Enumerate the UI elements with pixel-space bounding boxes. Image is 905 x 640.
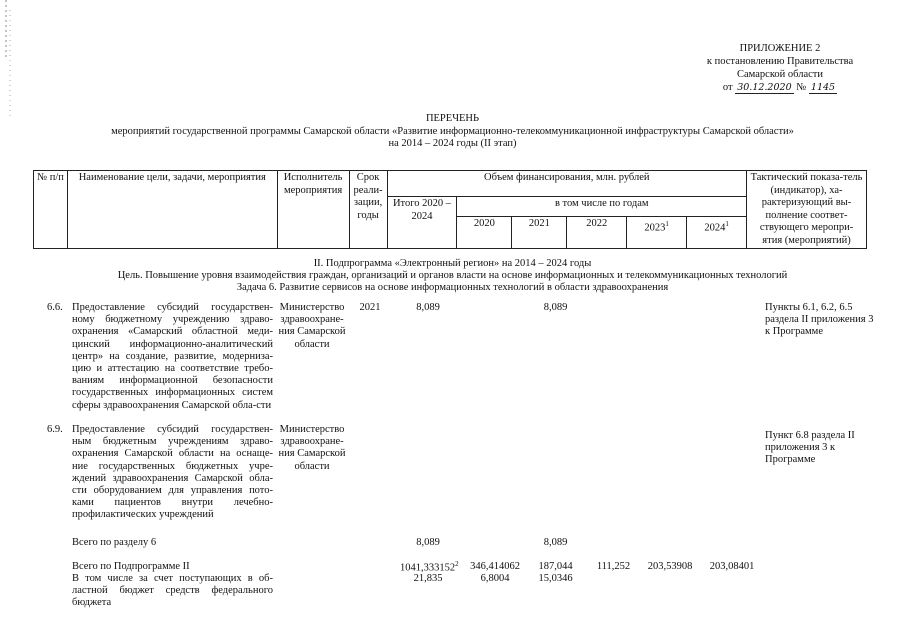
row-6-6-indicator: Пункты 6.1, 6.2, 6.5 раздела II приложения 3 к Программе	[765, 302, 874, 338]
row-6-6-number: 6.6.	[47, 302, 63, 313]
header-year-2020: 2020	[457, 217, 512, 249]
footnote-mark: 2	[455, 560, 459, 568]
federal-total: 21,835	[413, 573, 443, 584]
row-6-9-number: 6.9.	[47, 424, 63, 435]
date-prefix: от	[722, 82, 733, 93]
header-funding: Объем финансирования, млн. рублей	[387, 171, 746, 197]
footnote-mark: 1	[665, 220, 669, 228]
task-heading: Задача 6. Развитие сервисов на основе информационных технологий в области здравоохранения	[236, 282, 669, 293]
header-year-2021: 2021	[512, 217, 567, 249]
footnote-mark: 1	[725, 220, 729, 228]
total-subprogram-total: 1041,333152$^2$	[400, 560, 459, 574]
row-6-9-name: Предоставление субсидий государствен-ным бюджетным учреждениям здраво-охранения Самарской области на оснаще-ние государственных бюджетных учре-ждений здравоохранения Самарской обла-сти оборудованием для управления пото-ками пациентов внутри лечебно-профилактических учреждений	[72, 424, 273, 521]
header-year-2023: 2023$^1$	[627, 217, 687, 249]
header-year-2024: 2024$^1$	[687, 217, 747, 249]
header-by-year: в том числе по годам	[457, 197, 747, 217]
total-subprogram-label: Всего по Подпрограмме II	[72, 561, 190, 572]
appendix-line2: к постановлению Правительства	[706, 56, 854, 67]
total-subprogram-2024: 203,08401	[709, 561, 755, 572]
number-prefix: №	[796, 82, 807, 93]
row-6-9-executor: Министерство здравоохране-ния Самарской области	[278, 424, 346, 472]
appendix-date-line	[700, 81, 860, 94]
row-6-6-name: Предоставление субсидий государствен-ному бюджетному учреждению здраво-охранения «Самарский областной меди-цинский информационно-аналитический центр» на создание, развитие, модерниза-цию и аттестацию на соответствие требо-ваниям информационной безопасности государственных информационных систем сферы здравоохранения Самарской обла-сти	[72, 302, 273, 411]
header-table	[33, 170, 867, 249]
total-subprogram-2022: 111,252	[596, 561, 631, 572]
row-6-6-term: 2021	[359, 302, 381, 313]
row-6-6-executor: Министерство здравоохране-ния Самарской области	[278, 302, 346, 350]
total-subprogram-2021: 187,044	[538, 561, 573, 572]
header-name: Наименование цели, задачи, мероприятия	[67, 171, 277, 249]
total-section-label: Всего по разделу 6	[72, 537, 157, 548]
row-6-6-2021: 8,089	[543, 302, 568, 313]
document-subtitle: мероприятий государственной программы Самарской области «Развитие информационно-телекоммуникационной инфраструктуры Самарской области»	[111, 126, 794, 137]
document-period: на 2014 – 2024 годы (II этап)	[388, 138, 517, 149]
appendix-block	[700, 42, 860, 94]
goal-heading: Цель. Повышение уровня взаимодействия граждан, организаций и органов власти на основе информационных и телекоммуникационных технологий	[117, 270, 788, 281]
federal-2021: 15,0346	[538, 573, 573, 584]
row-6-6-total: 8,089	[416, 302, 440, 313]
header-indicator: Тактический показа-тель (индикатор), ха-рактеризующий вы-полнение соответ-ствующего меропри-ятия (мероприятий)	[747, 171, 867, 249]
total-subprogram-2023: 203,53908	[647, 561, 693, 572]
handwritten-date: 30.12.2020	[737, 82, 792, 93]
header-term: Срок реали-зации, годы	[349, 171, 387, 249]
total-subprogram-2020: 346,414062	[470, 561, 520, 572]
header-total: Итого 2020 – 2024	[387, 197, 457, 249]
appendix-line3: Самарской области	[737, 69, 823, 80]
total-section-2021: 8,089	[543, 537, 568, 548]
header-executor: Исполнитель мероприятия	[277, 171, 349, 249]
document-heading: ПЕРЕЧЕНЬ	[425, 113, 480, 124]
total-section-total: 8,089	[416, 537, 440, 548]
header-year-2022: 2022	[567, 217, 627, 249]
header-no: № п/п	[34, 171, 68, 249]
subprogram-heading: II. Подпрограмма «Электронный регион» на 2014 – 2024 годы	[313, 258, 592, 269]
federal-label: В том числе за счет поступающих в об-ластной бюджет средств федерального бюджета	[72, 573, 273, 609]
handwritten-number: 1145	[810, 82, 836, 93]
appendix-title: ПРИЛОЖЕНИЕ 2	[739, 43, 821, 54]
row-6-9-indicator: Пункт 6.8 раздела II приложения 3 к Программе	[765, 430, 855, 466]
federal-2020: 6,8004	[480, 573, 510, 584]
